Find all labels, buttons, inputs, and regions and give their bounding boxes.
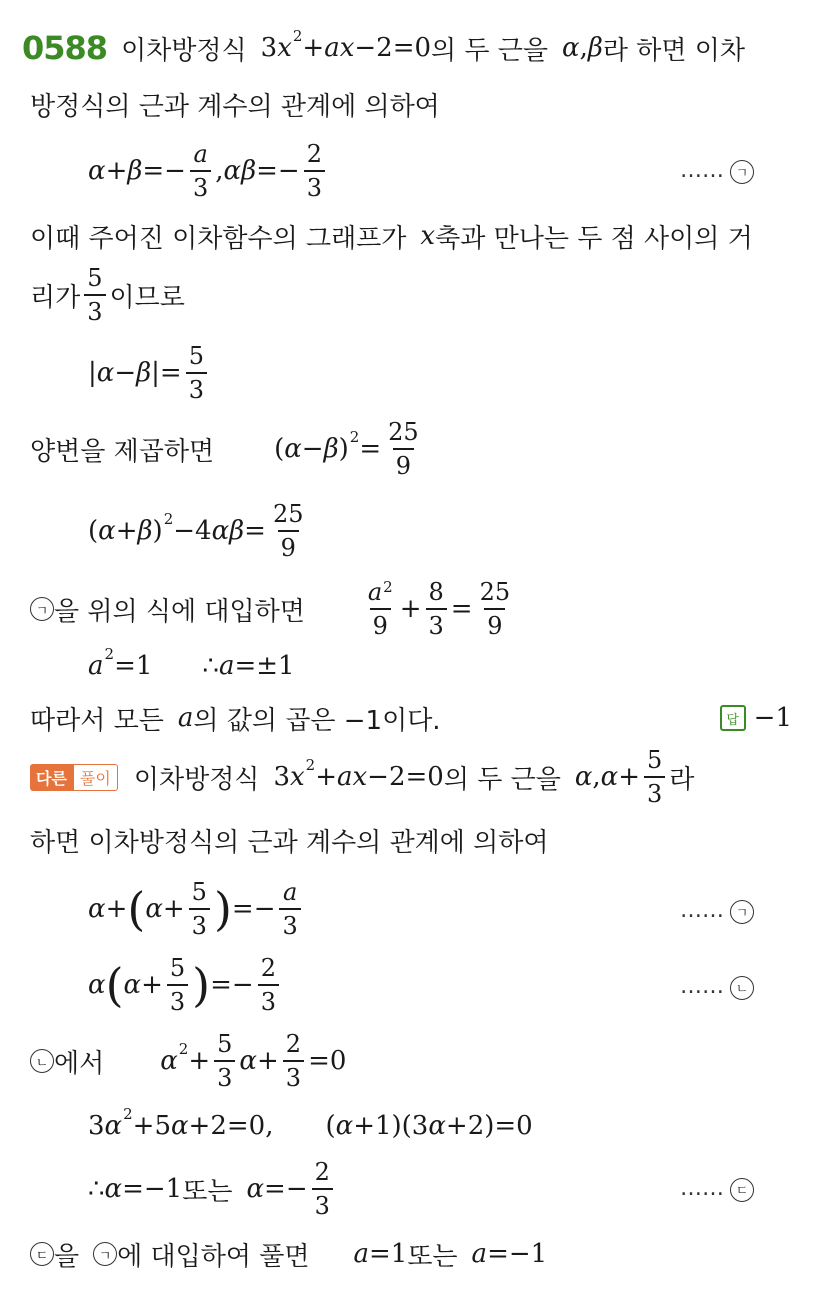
alt-solution-badge: 다른 풀이 [30,762,118,792]
equation-distance: | α − β |= $\frac{5}{3}$ [88,340,814,406]
marker-digeut: ㄷ [730,1178,754,1202]
line-5: 리가 $\frac{5}{3}$ 이므로 [30,264,185,326]
problem-header: 0588 이차방정식 3 x 2 + ax −2=0 의 두 근을 α , β 라 하면 이차 [22,27,746,67]
answer-icon: 답 [720,705,746,731]
alt-line-2: 하면 이차방정식의 근과 계수의 관계에 의하여 [30,827,549,858]
marker-giyeok: ㄱ [730,160,754,184]
equation-result: a 2 =1 ∴ a =±1 [88,645,295,681]
equation-expanded: ( α + β ) 2 −4 αβ = $\frac{25}{9}$ [88,500,304,562]
line-7: 양변을 제곱하면 ( α − β ) 2 = $\frac{25}{9}$ [30,418,419,480]
alt-line-5: ㄴ 에서 α 2 + $\frac{5}{3}$ α + $\frac{2}{3}$ =0 [30,1028,814,1094]
line-4: 이때 주어진 이차함수의 그래프가 x 축과 만나는 두 점 사이의 거 [30,221,753,254]
alt-equation-factored: 3 α 2 +5 α +2=0, ( α +1)(3 α +2)=0 [88,1105,533,1141]
alt-line-final: ㄷ 을 ㄱ 에 대입하여 풀면 a =1 또는 a =−1 [30,1226,814,1282]
answer: 답 −1 [720,703,792,733]
line-9: ㄱ 을 위의 식에 대입하면 $\frac{a^2}{9}$ + $\frac{8}{3}$ = $\frac{25}{9}$ [30,576,814,642]
alt-equation-sum: α + ( α + $\frac{5}{3}$ ) =− $\frac{a}{3}$ …… ㄱ [88,874,814,944]
line-11: 따라서 모든 a 의 값의 곱은 −1이다. 답 −1 [30,703,792,736]
line-2: 방정식의 근과 계수의 관계에 의하여 [30,91,440,122]
problem-number: 0588 [22,29,108,67]
alt-equation-product: α ( α + $\frac{5}{3}$ ) =− $\frac{2}{3}$ …… ㄴ [88,950,814,1020]
alt-equation-roots: ∴ α =−1 또는 α =− $\frac{2}{3}$ …… ㄷ [88,1156,814,1222]
marker-nieun: ㄴ [730,976,754,1000]
equation-vieta: α + β =− $\frac{a}{3}$ , αβ =− $\frac{2}{3}$ …… ㄱ [88,138,814,204]
alt-solution-header: 다른 풀이 이차방정식 3 x 2 + ax −2=0 의 두 근을 α , α + $\frac{5}{3}$ 라 [30,744,814,810]
